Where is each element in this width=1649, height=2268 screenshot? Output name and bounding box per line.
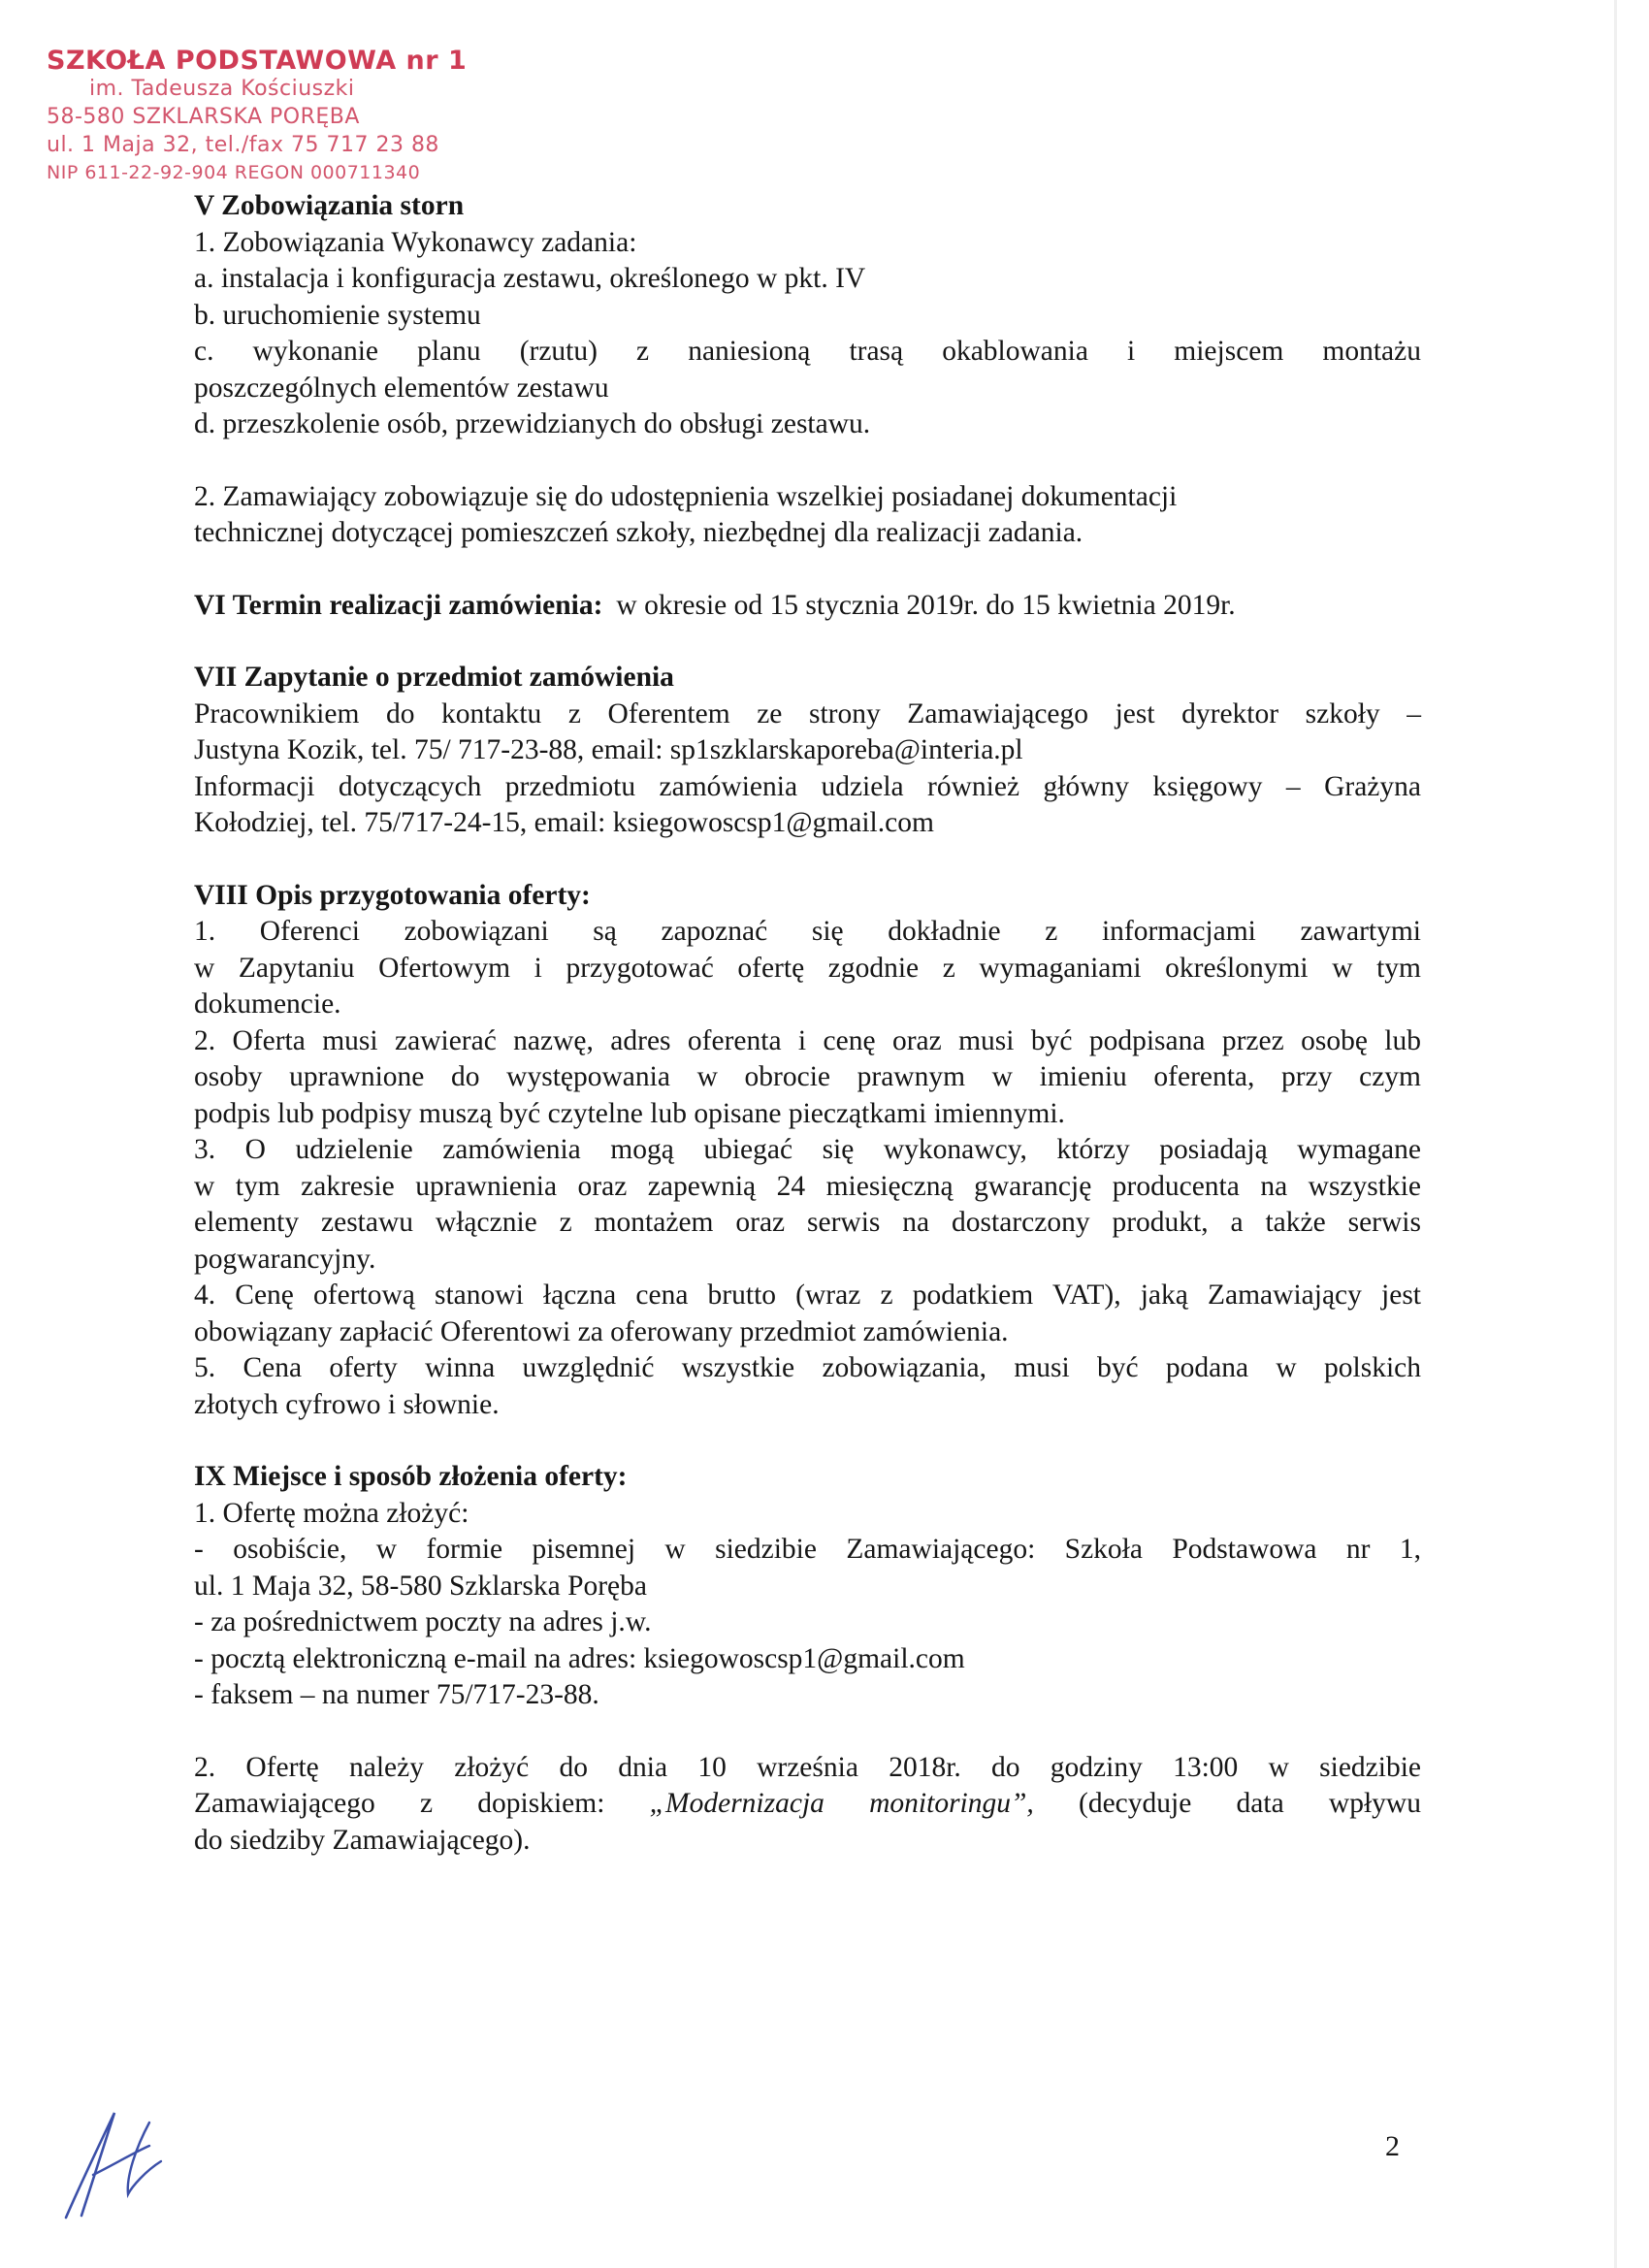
stamp-school-name: SZKOŁA PODSTAWOWA nr 1 [47, 46, 468, 76]
section-9-line5: - pocztą elektroniczną e-mail na adres: ksiegowoscsp1@gmail.com [194, 1642, 965, 1674]
annotation-title: „Modernizacja monitoringu”, [649, 1788, 1034, 1819]
section-5-heading: V Zobowiązania storn [194, 190, 465, 221]
section-8-p2-line3: podpis lub podpisy muszą być czytelne lub opisane pieczątkami imiennymi. [194, 1097, 1065, 1129]
stamp-nip-regon: NIP 611-22-92-904 REGON 000711340 [47, 162, 421, 183]
section-5-item-d: d. przeszkolenie osób, przewidzianych do obsługi zestawu. [194, 408, 871, 439]
section-6-heading: VI Termin realizacji zamówienia: [194, 589, 603, 621]
section-9-line6: - faksem – na numer 75/717-23-88. [194, 1679, 599, 1710]
section-5-item-c-line1: c. wykonanie planu (rzutu) z naniesioną trasą okablowania i miejscem montażu [194, 336, 1421, 367]
section-8-p2-line2: osoby uprawnione do występowania w obrocie prawnym w imieniu oferenta, przy czym [194, 1061, 1421, 1092]
stamp-patron: im. Tadeusza Kościuszki [89, 77, 355, 101]
section-5-item-c-line2: poszczególnych elementów zestawu [194, 372, 609, 404]
section-9-line4: - za pośrednictwem poczty na adres j.w. [194, 1606, 652, 1637]
section-9-p2-line2-c: (decyduje data wpływu [1079, 1788, 1421, 1819]
section-9-p2-line1: 2. Ofertę należy złożyć do dnia 10 września 2018r. do godziny 13:00 w siedzibie [194, 1751, 1421, 1783]
section-7-line4: Kołodziej, tel. 75/717-24-15, email: ksiegowoscsp1@gmail.com [194, 807, 934, 838]
section-8-p3-line2: w tym zakresie uprawnienia oraz zapewnią 24 miesięczną gwarancję producenta na wszystkie [194, 1170, 1421, 1202]
section-5-item-2-line2: technicznej dotyczącej pomieszczeń szkoły, niezbędnej dla realizacji zadania. [194, 517, 1083, 548]
stamp-city: 58-580 SZKLARSKA PORĘBA [47, 105, 360, 129]
section-9-p2-line3: do siedziby Zamawiającego). [194, 1824, 531, 1856]
section-8-p4-line1: 4. Cenę ofertową stanowi łączna cena brutto (wraz z podatkiem VAT), jaką Zamawiający jest [194, 1280, 1421, 1311]
section-9-p2-line2-a: Zamawiającego z dopiskiem: [194, 1788, 605, 1819]
section-8-p3-line3: elementy zestawu włącznie z montażem oraz serwis na dostarczony produkt, a także serwis [194, 1207, 1421, 1238]
section-5-item-1: 1. Zobowiązania Wykonawcy zadania: [194, 226, 637, 258]
section-9-line1: 1. Ofertę można złożyć: [194, 1497, 469, 1529]
school-stamp [47, 47, 467, 187]
section-9-p2-line2 [194, 1786, 1421, 1823]
section-5-item-2-line1: 2. Zamawiający zobowiązuje się do udostępnienia wszelkiej posiadanej dokumentacji [194, 480, 1178, 512]
section-8-p3-line4: pogwarancyjny. [194, 1243, 376, 1275]
scan-edge [1614, 0, 1617, 2268]
section-9-line3: ul. 1 Maja 32, 58-580 Szklarska Poręba [194, 1570, 647, 1602]
section-9-heading: IX Miejsce i sposób złożenia oferty: [194, 1461, 628, 1492]
handwritten-signature [56, 2093, 173, 2229]
page-number: 2 [1385, 2130, 1400, 2162]
section-8-p1-line2: w Zapytaniu Ofertowym i przygotować ofertę zgodnie z wymaganiami określonymi w tym [194, 952, 1421, 984]
section-7-line2: Justyna Kozik, tel. 75/ 717-23-88, email: sp1szklarskaporeba@interia.pl [194, 734, 1023, 765]
section-6 [194, 588, 1421, 625]
document-body [194, 188, 1421, 1859]
section-7-line1: Pracownikiem do kontaktu z Oferentem ze strony Zamawiającego jest dyrektor szkoły – [194, 697, 1421, 729]
section-8-heading: VIII Opis przygotowania oferty: [194, 879, 591, 911]
stamp-address: ul. 1 Maja 32, tel./fax 75 717 23 88 [47, 133, 439, 157]
section-8-p3-line1: 3. O udzielenie zamówienia mogą ubiegać się wykonawcy, którzy posiadają wymagane [194, 1134, 1421, 1165]
section-8-p5-line2: złotych cyfrowo i słownie. [194, 1388, 500, 1420]
section-7-heading: VII Zapytanie o przedmiot zamówienia [194, 662, 674, 693]
section-8-p1-line3: dokumencie. [194, 988, 341, 1020]
section-9-line2: - osobiście, w formie pisemnej w siedzibie Zamawiającego: Szkoła Podstawowa nr 1, [194, 1534, 1421, 1565]
section-5-item-a: a. instalacja i konfiguracja zestawu, określonego w pkt. IV [194, 263, 866, 294]
section-8-p5-line1: 5. Cena oferty winna uwzględnić wszystkie zobowiązania, musi być podana w polskich [194, 1352, 1421, 1383]
section-8-p4-line2: obowiązany zapłacić Oferentowi za oferowany przedmiot zamówienia. [194, 1315, 1009, 1347]
section-8-p2-line1: 2. Oferta musi zawierać nazwę, adres oferenta i cenę oraz musi być podpisana przez osobę lub [194, 1024, 1421, 1056]
section-8-p1-line1: 1. Oferenci zobowiązani są zapoznać się dokładnie z informacjami zawartymi [194, 916, 1421, 947]
section-5-item-b: b. uruchomienie systemu [194, 299, 481, 331]
section-7-line3: Informacji dotyczących przedmiotu zamówienia udziela również główny księgowy – Grażyna [194, 770, 1421, 802]
section-6-value: w okresie od 15 stycznia 2019r. do 15 kwietnia 2019r. [616, 589, 1236, 621]
